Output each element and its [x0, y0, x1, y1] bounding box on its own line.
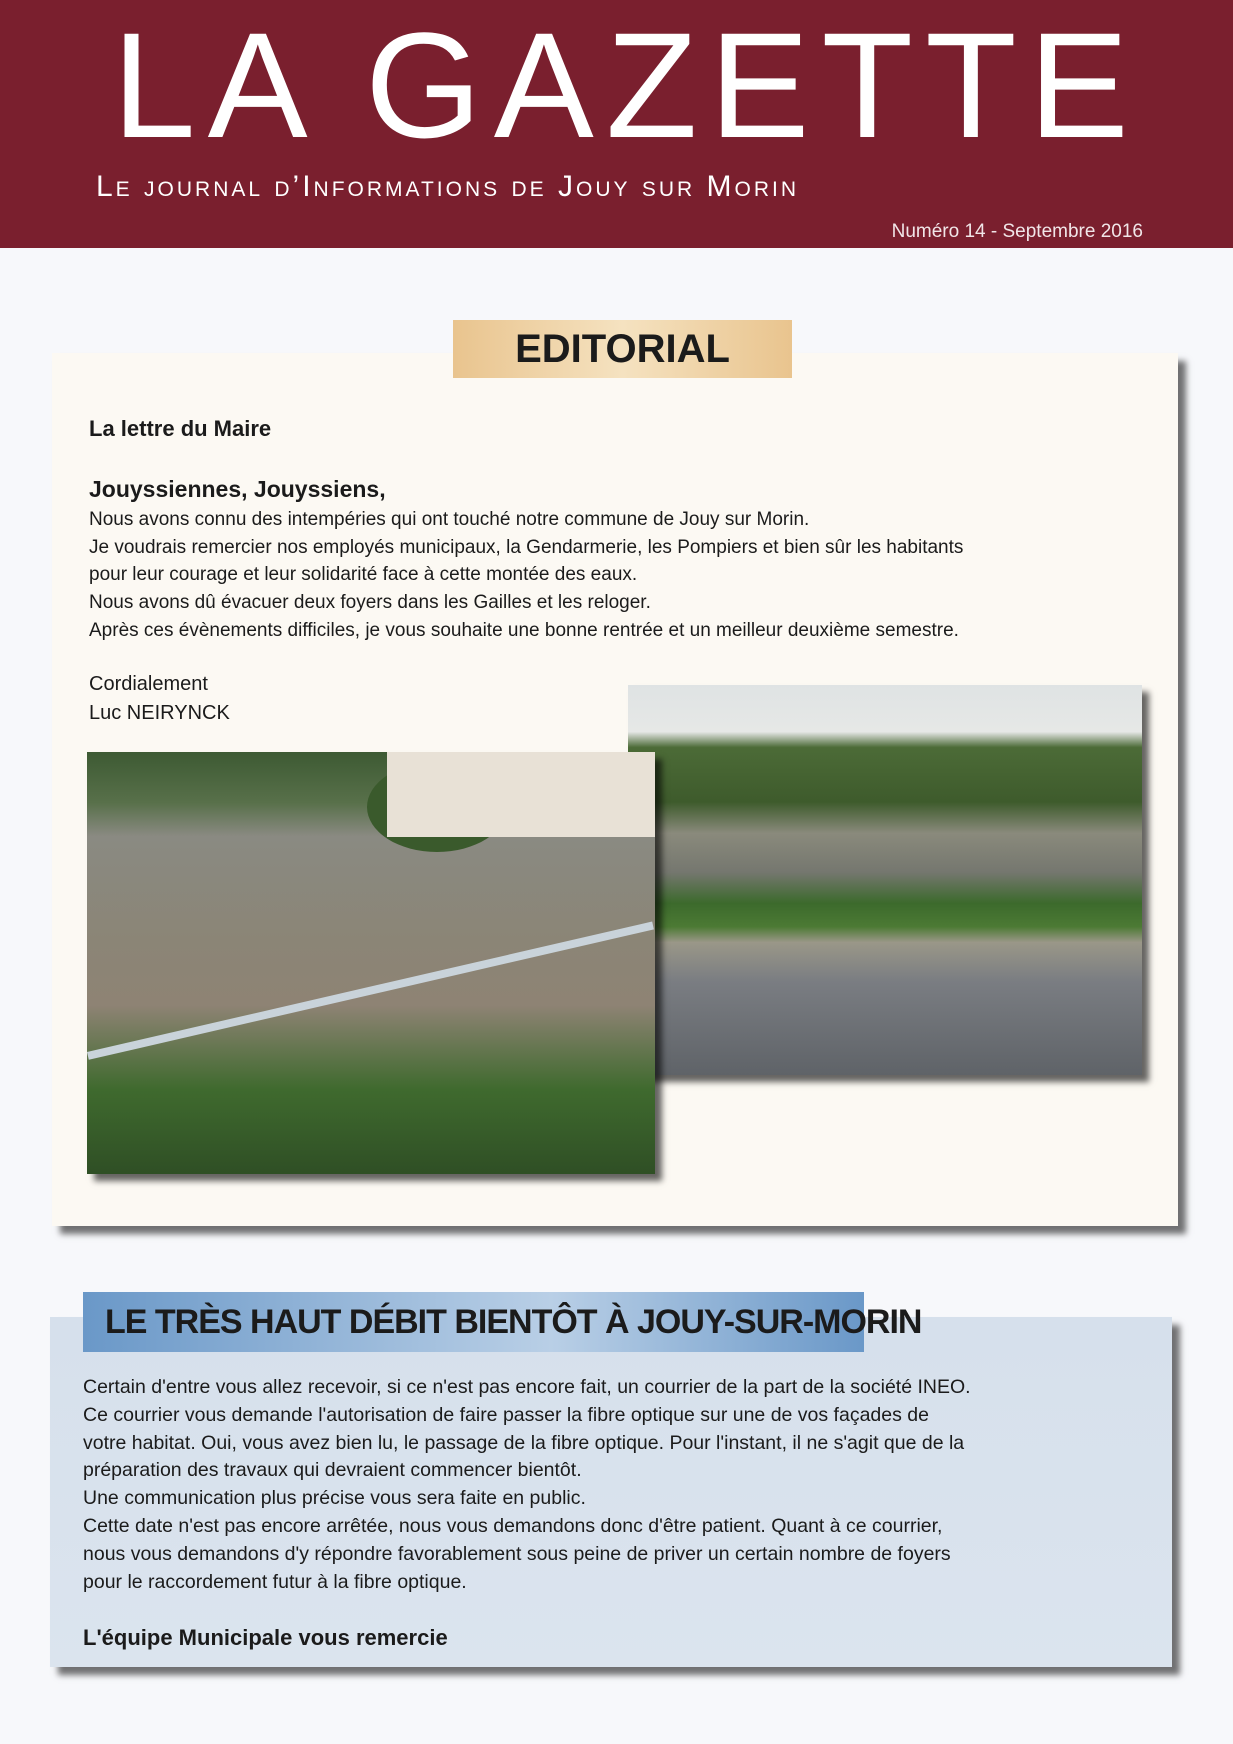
flood-photo-road [628, 685, 1142, 1075]
signature: Luc NEIRYNCK [89, 702, 230, 724]
fibre-line: nous vous demandons d'y répondre favorablement sous peine de priver un certain nombre de foyers [83, 1543, 951, 1565]
fibre-heading: LE TRÈS HAUT DÉBIT BIENTÔT À JOUY-SUR-MORIN [83, 1292, 864, 1352]
fibre-line: Une communication plus précise vous sera faite en public. [83, 1487, 586, 1509]
house-shape [387, 752, 655, 837]
fibre-line: préparation des travaux qui devraient commencer bientôt. [83, 1459, 582, 1481]
fibre-line: votre habitat. Oui, vous avez bien lu, le passage de la fibre optique. Pour l'instant, il ne s'agit que de la [83, 1432, 965, 1454]
newspaper-title: LA GAZETTE [112, 1, 1141, 169]
issue-info: Numéro 14 - Septembre 2016 [891, 221, 1143, 242]
editorial-line: Nous avons dû évacuer deux foyers dans les Gailles et les reloger. [89, 592, 651, 613]
editorial-line: Je voudrais remercier nos employés municipaux, la Gendarmerie, les Pompiers et bien sûr les habitants [89, 537, 964, 558]
closing: Cordialement [89, 673, 208, 695]
fibre-line: Cette date n'est pas encore arrêtée, nous vous demandons donc d'être patient. Quant à ce courrier, [83, 1515, 943, 1537]
fibre-line: Ce courrier vous demande l'autorisation de faire passer la fibre optique sur une de vos façades de [83, 1404, 929, 1426]
masthead [0, 0, 1233, 248]
salutation: Jouyssiennes, Jouyssiens, [89, 476, 386, 502]
fibre-line: Certain d'entre vous allez recevoir, si ce n'est pas encore fait, un courrier de la part de la société INEO. [83, 1376, 971, 1398]
editorial-line: pour leur courage et leur solidarité face à cette montée des eaux. [89, 564, 638, 585]
editorial-line: Après ces évènements difficiles, je vous souhaite une bonne rentrée et un meilleur deuxième semestre. [89, 620, 959, 641]
editorial-badge: EDITORIAL [453, 320, 792, 378]
railing-shape [87, 922, 654, 1060]
editorial-heading: La lettre du Maire [89, 416, 272, 441]
fibre-signoff: L'équipe Municipale vous remercie [83, 1625, 448, 1650]
fibre-line: pour le raccordement futur à la fibre optique. [83, 1571, 467, 1593]
newspaper-subtitle: Le journal d’Informations de Jouy sur Morin [96, 170, 799, 203]
flood-photo-railing [87, 752, 655, 1174]
editorial-line: Nous avons connu des intempéries qui ont touché notre commune de Jouy sur Morin. [89, 509, 810, 530]
